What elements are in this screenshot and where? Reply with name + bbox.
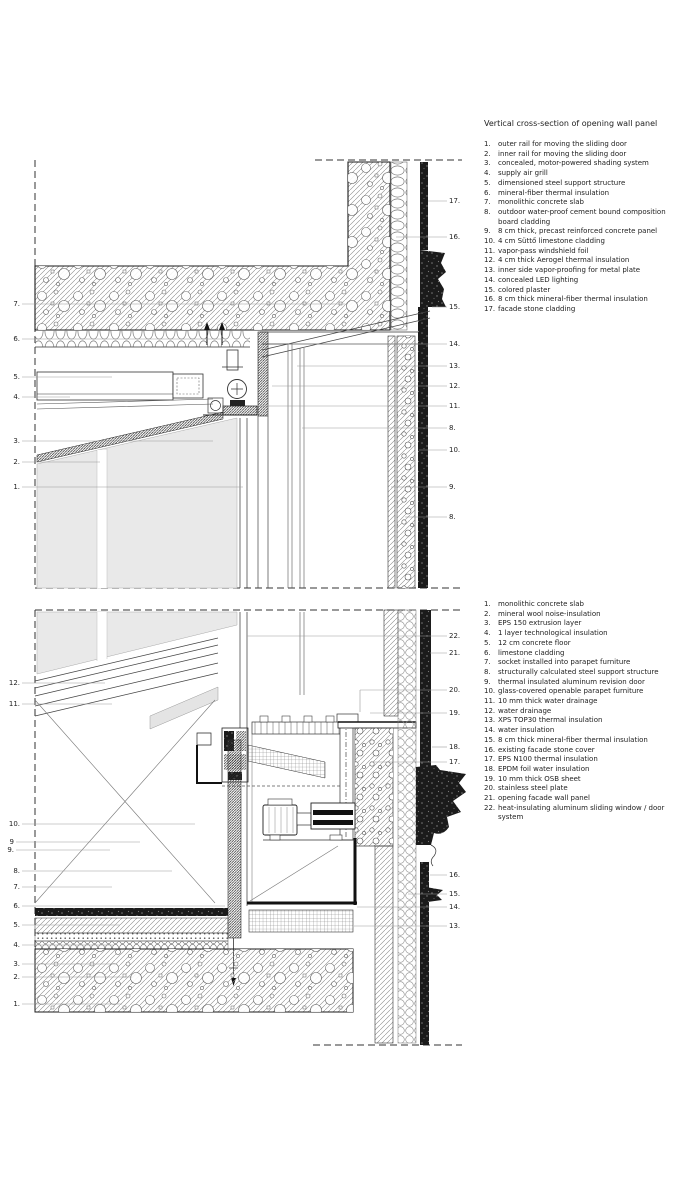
- callout-b8: 8.: [13, 867, 20, 875]
- callout-5: 5.: [13, 373, 20, 381]
- callout-17: 17.: [449, 197, 461, 205]
- legend-top-list: [484, 140, 675, 315]
- legend-item-number: 22.: [484, 803, 496, 812]
- legend-item-text: 8 cm thick, precast reinforced concrete panel: [498, 227, 658, 236]
- legend-item-text: EPS N100 thermal insulation: [498, 755, 598, 764]
- legend-item-text: 12 cm concrete floor: [498, 638, 571, 647]
- callout-8a: 8.: [449, 424, 456, 432]
- legend-item-number: 13.: [484, 716, 496, 725]
- legend-item-text: stainless steel plate: [498, 784, 568, 793]
- legend-item-text: 4 cm thick Aerogel thermal insulation: [498, 256, 630, 265]
- legend-item-text: monolithic concrete slab: [498, 600, 584, 608]
- callout-3: 3.: [13, 437, 20, 445]
- callout-13: 13.: [449, 362, 461, 370]
- legend-bottom-list: [484, 600, 675, 823]
- legend-item-text: glass-covered openable parapet furniture: [498, 687, 644, 696]
- callout-16: 16.: [449, 233, 461, 241]
- callout-12: 12.: [449, 382, 461, 390]
- legend-item-text: vapor-pass windshield foil: [498, 246, 589, 255]
- legend-item: [484, 169, 675, 179]
- legend-item: [484, 179, 675, 189]
- legend-item-number: 17.: [484, 755, 496, 764]
- top-detail: [35, 160, 462, 588]
- callout-b5: 5.: [13, 921, 20, 929]
- callout-2: 2.: [13, 458, 20, 466]
- legend-item: [484, 804, 675, 823]
- legend-item: [484, 237, 675, 247]
- legend-item-number: 12.: [484, 706, 496, 715]
- legend-item-number: 8.: [484, 667, 491, 676]
- legend-item: [484, 276, 675, 286]
- callout-b21: 21.: [449, 649, 461, 657]
- legend-item-number: 18.: [484, 764, 496, 773]
- legend-item-number: 11.: [484, 697, 496, 706]
- legend-item: [484, 736, 675, 746]
- legend-item-number: 5.: [484, 178, 491, 187]
- callout-b18: 18.: [449, 743, 461, 751]
- legend-item-text: 8 cm thick mineral-fiber thermal insulation: [498, 295, 648, 304]
- legend-item-text: 1 layer technological insulation: [498, 629, 608, 638]
- legend-item-number: 2.: [484, 149, 491, 158]
- legend-item-number: 16.: [484, 745, 496, 754]
- legend-item-text: 8 cm thick mineral-fiber thermal insulation: [498, 735, 648, 744]
- legend-item-number: 6.: [484, 188, 491, 197]
- callout-b9b: 9.: [7, 846, 14, 854]
- callout-b19: 19.: [449, 709, 461, 717]
- legend-item: [484, 189, 675, 199]
- callout-6: 6.: [13, 335, 20, 343]
- legend-item-text: mineral-fiber thermal insulation: [498, 188, 610, 197]
- legend-item: [484, 726, 675, 736]
- legend-item-text: 10 mm thick water drainage: [498, 697, 598, 706]
- legend-item-number: 3.: [484, 159, 491, 168]
- legend-item: [484, 755, 675, 765]
- legend-item: [484, 697, 675, 707]
- legend-item-number: 21.: [484, 794, 496, 803]
- legend-item-text: facade stone cladding: [498, 304, 576, 313]
- legend-item-text: opening facade wall panel: [498, 794, 590, 803]
- callout-b11: 11.: [8, 700, 20, 708]
- legend-item-number: 9.: [484, 677, 491, 686]
- legend-item: [484, 784, 675, 794]
- legend-item-number: 12.: [484, 256, 496, 265]
- legend-item-number: 15.: [484, 285, 496, 294]
- callout-b4: 4.: [13, 941, 20, 949]
- legend-item-number: 20.: [484, 784, 496, 793]
- legend-item: [484, 295, 675, 305]
- legend-item-number: 1.: [484, 600, 491, 608]
- legend-item-text: socket installed into parapet furniture: [498, 658, 631, 667]
- callout-b2: 2.: [13, 973, 20, 981]
- callout-10: 10.: [449, 446, 461, 454]
- legend-item: [484, 305, 675, 315]
- legend-item-number: 3.: [484, 619, 491, 628]
- legend-item: [484, 746, 675, 756]
- legend-item-text: outdoor water-proof cement bound composition board cladding: [498, 207, 666, 226]
- callout-1: 1.: [13, 483, 20, 491]
- legend-item: [484, 208, 675, 227]
- legend-item-text: 4 cm Süttő limestone cladding: [498, 237, 605, 246]
- legend-item-text: thermal insulated aluminum revision door: [498, 677, 645, 686]
- callout-b1: 1.: [13, 1000, 20, 1008]
- legend-item-number: 7.: [484, 658, 491, 667]
- bottom-detail: [35, 610, 466, 1045]
- legend-item-number: 15.: [484, 735, 496, 744]
- legend-item: [484, 619, 675, 629]
- legend-item-number: 7.: [484, 198, 491, 207]
- legend-item: [484, 227, 675, 237]
- legend-item-number: 14.: [484, 726, 496, 735]
- legend-item-text: EPDM foil water insulation: [498, 764, 590, 773]
- callout-b12: 12.: [8, 679, 20, 687]
- legend-item-number: 11.: [484, 246, 496, 255]
- legend-item: [484, 159, 675, 169]
- legend-item: [484, 658, 675, 668]
- legend-item-text: colored plaster: [498, 285, 551, 294]
- legend-title: Vertical cross-section of opening wall panel: [484, 119, 658, 128]
- legend-item-text: concealed LED lighting: [498, 275, 579, 284]
- legend-item: [484, 639, 675, 649]
- legend-item: [484, 707, 675, 717]
- callout-7: 7.: [13, 300, 20, 308]
- legend-item: [484, 794, 675, 804]
- legend-item-number: 4.: [484, 629, 491, 638]
- legend-item: [484, 629, 675, 639]
- legend-item-number: 5.: [484, 638, 491, 647]
- legend-item: [484, 256, 675, 266]
- legend-item-text: existing facade stone cover: [498, 745, 595, 754]
- legend-item: [484, 150, 675, 160]
- callout-b10: 10.: [8, 820, 20, 828]
- callout-b22: 22.: [449, 632, 461, 640]
- legend-item: [484, 198, 675, 208]
- legend-item: [484, 668, 675, 678]
- legend-item-number: 9.: [484, 227, 491, 236]
- callout-b16: 16.: [449, 871, 461, 879]
- legend-item: [484, 286, 675, 296]
- legend-item-text: concealed, motor-powered shading system: [498, 159, 649, 168]
- legend-item: [484, 600, 675, 610]
- legend-item: [484, 775, 675, 785]
- callout-b13: 13.: [449, 922, 461, 930]
- legend-item: [484, 610, 675, 620]
- callout-14: 14.: [449, 340, 461, 348]
- legend-item-number: 13.: [484, 266, 496, 275]
- legend-item: [484, 266, 675, 276]
- legend-item-number: 16.: [484, 295, 496, 304]
- legend-item-number: 6.: [484, 648, 491, 657]
- legend-item-number: 10.: [484, 687, 496, 696]
- legend-item: [484, 765, 675, 775]
- legend-item-text: water insulation: [498, 726, 555, 735]
- legend-item-text: heat-insulating aluminum sliding window / door system: [498, 803, 665, 822]
- legend-item: [484, 678, 675, 688]
- callout-b6: 6.: [13, 902, 20, 910]
- legend-item-text: limestone cladding: [498, 648, 565, 657]
- legend-item: [484, 247, 675, 257]
- legend-item-text: inner side vapor-proofing for metal plate: [498, 266, 641, 275]
- callout-b14: 14.: [449, 903, 461, 911]
- callout-9: 9.: [449, 483, 456, 491]
- legend-item-text: EPS 150 extrusion layer: [498, 619, 582, 628]
- legend-item-text: monolithic concrete slab: [498, 198, 584, 207]
- legend-item-number: 8.: [484, 207, 491, 216]
- callout-b3: 3.: [13, 960, 20, 968]
- legend-item-text: outer rail for moving the sliding door: [498, 140, 627, 148]
- legend-item-text: water drainage: [498, 706, 552, 715]
- legend-item-number: 2.: [484, 609, 491, 618]
- legend-item-number: 10.: [484, 237, 496, 246]
- callout-b17: 17.: [449, 758, 461, 766]
- legend-item-number: 4.: [484, 169, 491, 178]
- legend-item-text: 10 mm thick OSB sheet: [498, 774, 581, 783]
- callout-b7: 7.: [13, 883, 20, 891]
- callout-b20: 20.: [449, 686, 461, 694]
- legend-item-text: XPS TOP30 thermal insulation: [498, 716, 603, 725]
- legend-item-text: inner rail for moving the sliding door: [498, 149, 627, 158]
- callout-b15: 15.: [449, 890, 461, 898]
- legend-item-number: 14.: [484, 275, 496, 284]
- legend-item: [484, 140, 675, 150]
- legend-item-number: 17.: [484, 304, 496, 313]
- legend-item-text: structurally calculated steel support structure: [498, 667, 659, 676]
- legend-item-text: supply air grill: [498, 169, 548, 178]
- legend-item-number: 1.: [484, 140, 491, 148]
- callout-8b: 8.: [449, 513, 456, 521]
- legend-item-text: dimensioned steel support structure: [498, 178, 626, 187]
- callout-4: 4.: [13, 393, 20, 401]
- legend-item: [484, 716, 675, 726]
- legend-item-text: mineral wool noise-insulation: [498, 609, 601, 618]
- legend-item: [484, 687, 675, 697]
- callout-15: 15.: [449, 303, 461, 311]
- callout-b9a: 9: [9, 838, 14, 846]
- callout-11: 11.: [449, 402, 461, 410]
- legend-item: [484, 649, 675, 659]
- legend-item-number: 19.: [484, 774, 496, 783]
